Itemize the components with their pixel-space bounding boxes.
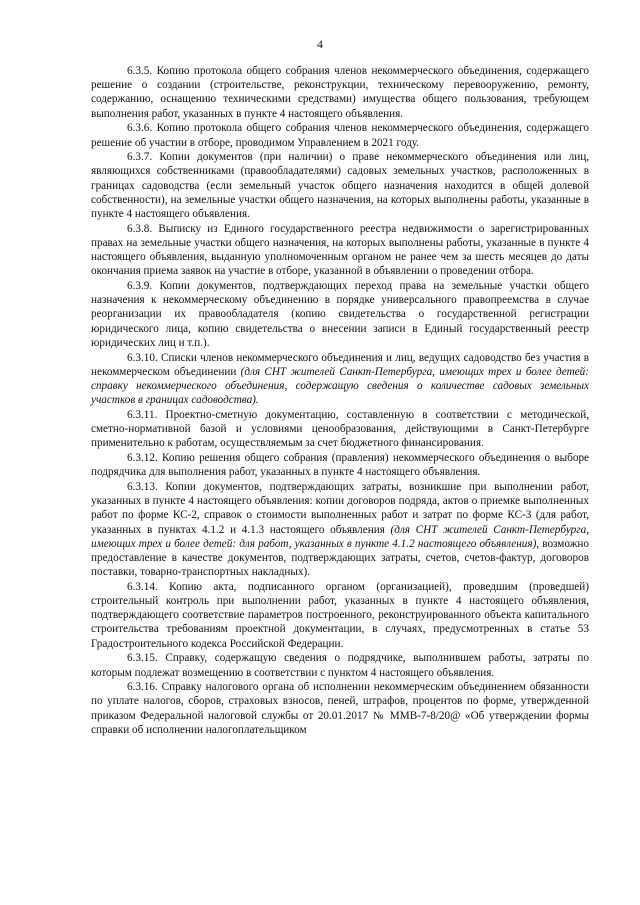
document-body (91, 64, 589, 738)
page-number: 4 (317, 37, 323, 51)
paragraph-6-3-10 (91, 351, 589, 408)
paragraph-text: 6.3.7. Копии документов (при наличии) о праве некоммерческого объединения или лиц, являющихся собственниками (правообладателями) садовых земельных участков, расположенных в границах садоводства (если земельный участок общего назначения находится в общей долевой собственности), на земельные участки общего назначения, на которых выполнены работы, указанные в пункте 4 настоящего объявления. (91, 151, 589, 221)
paragraph-6-3-7 (91, 150, 589, 221)
paragraph-text: 6.3.12. Копию решения общего собрания (правления) некоммерческого объединения о выборе подрядчика для выполнения работ, указанных в пункте 4 настоящего объявления. (91, 451, 589, 479)
paragraph-text: 6.3.6. Копию протокола общего собрания членов некоммерческого объединения, содержащего решение об участии в отборе, проводимом Управлением в 2021 году. (91, 122, 589, 149)
paragraph-text: 6.3.14. Копию акта, подписанного органом (организацией), проведшим (проведшей) строительный контроль при выполнении работ, указанных в пункте 4 настоящего объявления, подтверждающего соответствие параметров построенного, реконструированного объекта капитального строительства требованиям проектной документации, в случаях, предусмотренных в статье 53 Градостроительного кодекса Российской Федерации. (91, 580, 589, 650)
paragraph-6-3-8 (91, 222, 589, 279)
paragraph-6-3-16 (91, 680, 589, 737)
paragraph-text: возможно предоставление в качестве документов, подтверждающих затраты, счетов, счетов-фактур, договоров поставки, товарно-транспортных накладных). (91, 537, 590, 579)
paragraph-6-3-15 (91, 651, 589, 679)
paragraph-text: 6.3.5. Копию протокола общего собрания членов некоммерческого объединения, содержащего решение о создании (строительстве, реконструкции, техническому перевооружению, ремонту, содержанию, оснащению техническими средствами) имущества общего пользования, требующем выполнения работ, указанных в пункте 4 настоящего объявления. (91, 65, 589, 120)
paragraph-6-3-12 (91, 451, 589, 479)
paragraph-6-3-9 (91, 279, 589, 350)
paragraph-text: 6.3.11. Проектно-сметную документацию, составленную в соответствии с методической, сметно-нормативной базой и условиями ценообразования, действующими в Санкт-Петербурге применительно к работам, осуществляемым за счет бюджетного финансирования. (91, 408, 589, 450)
paragraph-text: 6.3.15. Справку, содержащую сведения о подрядчике, выполнившем работы, затраты по которым подлежат возмещению в соответствии с пунктом 4 настоящего объявления. (91, 652, 589, 679)
paragraph-text: 6.3.13. Копии документов, подтверждающих затраты, возникшие при выполнении работ, указанных в пункте 4 настоящего объявления: копии договоров подряда, актов о приемке выполненных работ по форме КС-2, справок о стоимости выполненных работ и затрат по форме КС-3 (для работ, указанных в пунктах 4.1.2 и 4.1.3 настоящего объявления (91, 480, 589, 536)
paragraph-text: 6.3.8. Выписку из Единого государственного реестра недвижимости о зарегистрированных правах на земельные участки общего назначения, на которых выполнены работы, указанные в пункте 4 настоящего объявления, выданную уполномоченным органом не ранее чем за шесть месяцев до даты окончания приема заявок на участие в отборе, указанной в объявлении о проведении отбора. (91, 222, 589, 278)
paragraph-6-3-5 (91, 64, 589, 121)
paragraph-text: 6.3.9. Копии документов, подтверждающих переход права на земельные участки общего назначения к некоммерческому объединению в порядке универсального правопреемства в случае реорганизации их правообладателя (копию свидетельства о государственной регистрации юридического лица, копию свидетельства о внесении записи в Единый государственный реестр юридических лиц и т.п.). (91, 280, 589, 349)
paragraph-6-3-11 (91, 408, 589, 451)
paragraph-italic-text: (для СНТ жителей Санкт-Петербурга, имеющих трех и более детей: для работ, указанных в пункте 4.1.2 настоящего объявления), (91, 523, 590, 550)
paragraph-6-3-6 (91, 121, 589, 149)
paragraph-text: 6.3.16. Справку налогового органа об исполнении некоммерческим объединением обязанности по уплате налогов, сборов, страховых взносов, пеней, штрафов, процентов по форме, утвержденной приказом Федеральной налоговой службы от 20.01.2017 № ММВ-7-8/20@ «Об утверждении формы справки об исполнении налогоплательщиком (91, 681, 589, 736)
paragraph-italic-text: (для СНТ жителей Санкт-Петербурга, имеющих трех и более детей: справку некоммерческого объединения, содержащую сведения о количестве садовых земельных участков в границах садоводства). (91, 365, 589, 407)
paragraph-6-3-14 (91, 580, 589, 651)
paragraph-text: 6.3.10. Списки членов некоммерческого объединения и лиц, ведущих садоводство без участия в некоммерческом объединении (91, 351, 589, 378)
paragraph-6-3-13 (91, 480, 589, 579)
